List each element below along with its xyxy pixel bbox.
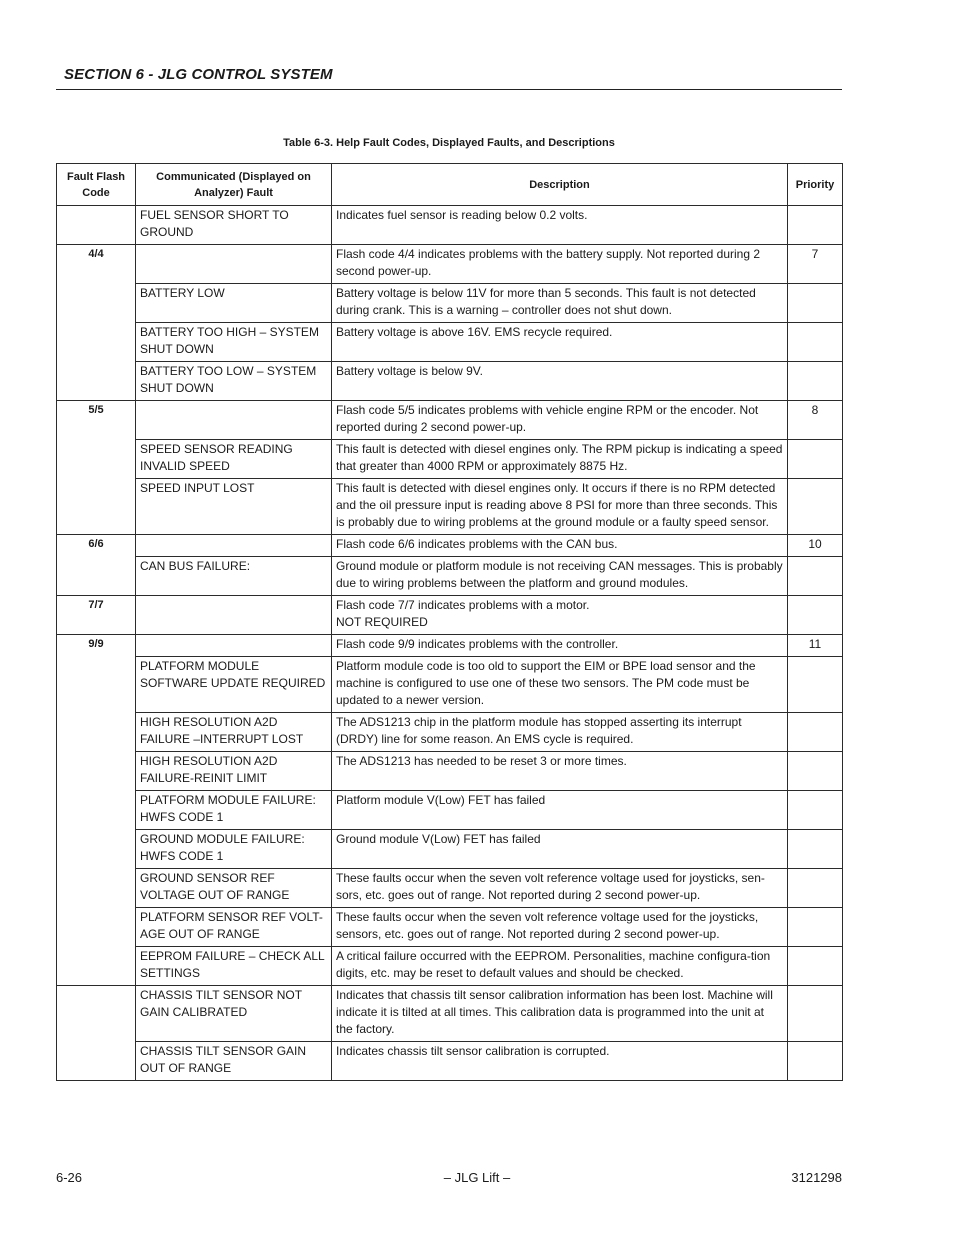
table-row <box>57 986 843 1042</box>
fault-cell: GROUND SENSOR REF VOLTAGE OUT OF RANGE <box>136 869 332 908</box>
description-cell: Platform module V(Low) FET has failed <box>332 791 788 830</box>
fault-cell <box>136 596 332 635</box>
priority-cell <box>788 284 843 323</box>
priority-cell <box>788 596 843 635</box>
priority-cell <box>788 323 843 362</box>
description-cell: This fault is detected with diesel engines only. It occurs if there is no RPM detected and the oil pressure input is reading above 8 PSI for more than three seconds. This is probably due to wiring problems at the ground module or a faulty speed sensor. <box>332 479 788 535</box>
table-body <box>57 206 843 1081</box>
table-row <box>57 713 843 752</box>
fault-cell <box>136 635 332 657</box>
fault-cell: BATTERY TOO HIGH – SYSTEM SHUT DOWN <box>136 323 332 362</box>
description-cell: This fault is detected with diesel engines only. The RPM pickup is indicating a speed that greater than 4000 RPM or approximately 8875 Hz. <box>332 440 788 479</box>
table-row <box>57 245 843 284</box>
priority-cell <box>788 869 843 908</box>
priority-cell <box>788 791 843 830</box>
priority-cell: 8 <box>788 401 843 440</box>
priority-cell <box>788 557 843 596</box>
priority-cell <box>788 362 843 401</box>
fault-cell: BATTERY TOO LOW – SYSTEM SHUT DOWN <box>136 362 332 401</box>
fault-cell <box>136 245 332 284</box>
description-cell: These faults occur when the seven volt reference voltage used for the joysticks, sensors, etc. goes out of range. Not reported during 2 second power-up. <box>332 908 788 947</box>
fault-cell: FUEL SENSOR SHORT TO GROUND <box>136 206 332 245</box>
description-cell: Flash code 4/4 indicates problems with the battery supply. Not reported during 2 second power-up. <box>332 245 788 284</box>
table-title: Table 6-3. Help Fault Codes, Displayed Faults, and Descriptions <box>283 137 615 149</box>
description-cell: Battery voltage is above 16V. EMS recycle required. <box>332 323 788 362</box>
table-row <box>57 869 843 908</box>
table-row <box>57 947 843 986</box>
description-cell: Flash code 7/7 indicates problems with a motor. NOT REQUIRED <box>332 596 788 635</box>
fault-cell: PLATFORM MODULE FAILURE: HWFS CODE 1 <box>136 791 332 830</box>
priority-cell <box>788 908 843 947</box>
priority-cell: 11 <box>788 635 843 657</box>
description-cell: Platform module code is too old to support the EIM or BPE load sensor and the machine is configured to use one of these two sensors. The PM code must be updated to a newer version. <box>332 657 788 713</box>
table-row <box>57 535 843 557</box>
page-number: 6-26 <box>56 1170 83 1185</box>
fault-cell: CAN BUS FAILURE: <box>136 557 332 596</box>
fault-cell: SPEED INPUT LOST <box>136 479 332 535</box>
column-header-flash-code: Fault Flash Code <box>57 164 136 206</box>
section-header: SECTION 6 - JLG CONTROL SYSTEM <box>64 66 333 83</box>
flash-code-cell: 9/9 <box>57 635 136 986</box>
fault-cell: PLATFORM MODULE SOFTWARE UPDATE REQUIRED <box>136 657 332 713</box>
table-header-row <box>57 164 843 206</box>
table-row <box>57 1042 843 1081</box>
table-row <box>57 401 843 440</box>
fault-cell: HIGH RESOLUTION A2D FAILURE-REINIT LIMIT <box>136 752 332 791</box>
priority-cell <box>788 440 843 479</box>
footer-center-text: – JLG Lift – <box>443 1170 511 1185</box>
table-row <box>57 323 843 362</box>
description-cell: A critical failure occurred with the EEPROM. Personalities, machine configura-tion digits, etc. may be reset to default values and should be checked. <box>332 947 788 986</box>
table-row <box>57 362 843 401</box>
column-header-priority: Priority <box>788 164 843 206</box>
table-row <box>57 557 843 596</box>
priority-cell <box>788 986 843 1042</box>
description-cell: Indicates that chassis tilt sensor calibration information has been lost. Machine will indicate it is tilted at all times. This calibration data is programmed into the unit at the factory. <box>332 986 788 1042</box>
priority-cell <box>788 947 843 986</box>
table-row <box>57 791 843 830</box>
priority-cell <box>788 1042 843 1081</box>
description-cell: Battery voltage is below 9V. <box>332 362 788 401</box>
fault-cell: HIGH RESOLUTION A2D FAILURE –INTERRUPT LOST <box>136 713 332 752</box>
priority-cell: 7 <box>788 245 843 284</box>
description-cell: Indicates fuel sensor is reading below 0.2 volts. <box>332 206 788 245</box>
table-row <box>57 284 843 323</box>
fault-cell: BATTERY LOW <box>136 284 332 323</box>
fault-cell: EEPROM FAILURE – CHECK ALL SETTINGS <box>136 947 332 986</box>
table-row <box>57 479 843 535</box>
table-row <box>57 908 843 947</box>
table-row <box>57 657 843 713</box>
description-cell: Flash code 6/6 indicates problems with the CAN bus. <box>332 535 788 557</box>
description-cell: Indicates chassis tilt sensor calibration is corrupted. <box>332 1042 788 1081</box>
table-row <box>57 752 843 791</box>
table-row <box>57 206 843 245</box>
fault-cell: PLATFORM SENSOR REF VOLT-AGE OUT OF RANGE <box>136 908 332 947</box>
description-cell: Ground module or platform module is not receiving CAN messages. This is probably due to wiring problems between the platform and ground modules. <box>332 557 788 596</box>
flash-code-cell <box>57 206 136 245</box>
fault-cell: CHASSIS TILT SENSOR NOT GAIN CALIBRATED <box>136 986 332 1042</box>
description-cell: Ground module V(Low) FET has failed <box>332 830 788 869</box>
fault-cell: SPEED SENSOR READING INVALID SPEED <box>136 440 332 479</box>
priority-cell <box>788 713 843 752</box>
flash-code-cell: 7/7 <box>57 596 136 635</box>
table-row <box>57 830 843 869</box>
fault-cell: CHASSIS TILT SENSOR GAIN OUT OF RANGE <box>136 1042 332 1081</box>
priority-cell <box>788 657 843 713</box>
fault-cell: GROUND MODULE FAILURE: HWFS CODE 1 <box>136 830 332 869</box>
header-divider <box>56 89 842 90</box>
flash-code-cell: 5/5 <box>57 401 136 535</box>
priority-cell <box>788 830 843 869</box>
priority-cell <box>788 752 843 791</box>
priority-cell: 10 <box>788 535 843 557</box>
fault-cell <box>136 535 332 557</box>
column-header-fault: Communicated (Displayed on Analyzer) Fault <box>136 164 332 206</box>
table-row <box>57 440 843 479</box>
flash-code-cell: 4/4 <box>57 245 136 401</box>
description-cell: The ADS1213 has needed to be reset 3 or more times. <box>332 752 788 791</box>
description-cell: Flash code 5/5 indicates problems with vehicle engine RPM or the encoder. Not reported during 2 second power-up. <box>332 401 788 440</box>
flash-code-cell: 6/6 <box>57 535 136 596</box>
fault-codes-table <box>56 163 843 1081</box>
table-row <box>57 596 843 635</box>
description-cell: These faults occur when the seven volt reference voltage used for joysticks, sen-sors, etc. goes out of range. Not reported during 2 second power-up. <box>332 869 788 908</box>
description-cell: Battery voltage is below 11V for more than 5 seconds. This fault is not detected during crank. This is a warning – controller does not shut down. <box>332 284 788 323</box>
flash-code-cell <box>57 986 136 1081</box>
document-number: 3121298 <box>791 1170 842 1185</box>
column-header-description: Description <box>332 164 788 206</box>
table-row <box>57 635 843 657</box>
description-cell: Flash code 9/9 indicates problems with the controller. <box>332 635 788 657</box>
priority-cell <box>788 206 843 245</box>
priority-cell <box>788 479 843 535</box>
fault-cell <box>136 401 332 440</box>
description-cell: The ADS1213 chip in the platform module has stopped asserting its interrupt (DRDY) line for some reason. An EMS cycle is required. <box>332 713 788 752</box>
